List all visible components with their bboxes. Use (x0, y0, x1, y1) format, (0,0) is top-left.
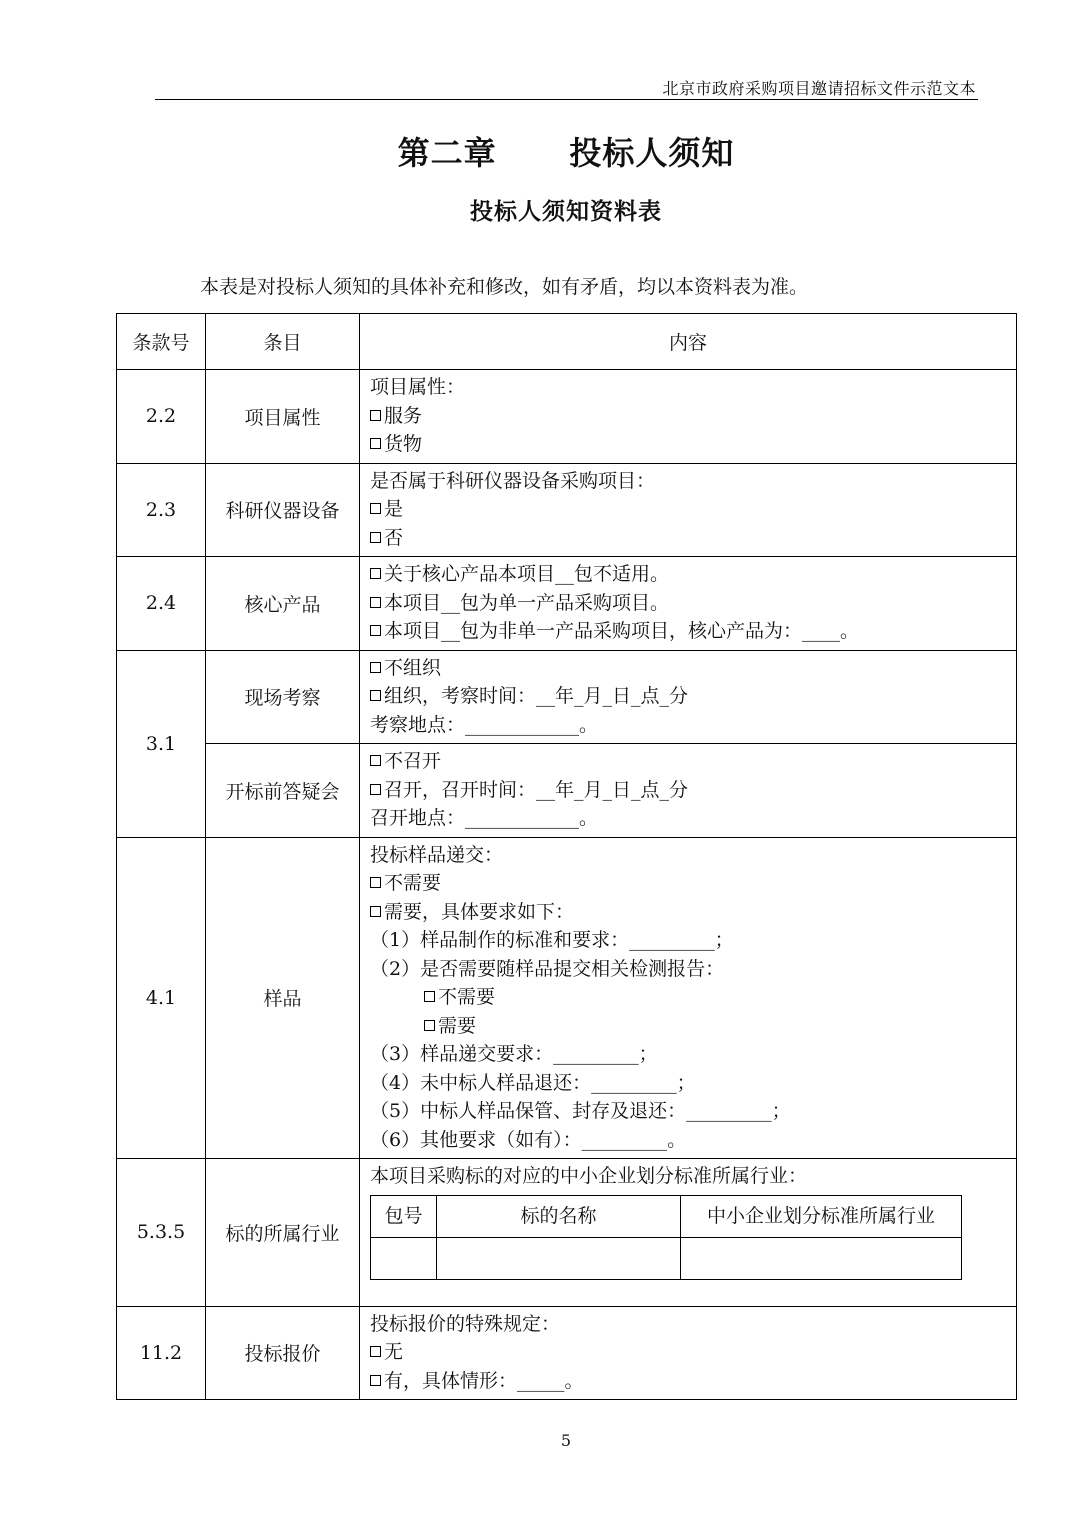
content-line: （6）其他要求（如有）：_________。 (370, 1128, 687, 1151)
content-line: 召开地点：____________。 (370, 807, 599, 829)
checkbox-icon[interactable] (424, 1020, 435, 1031)
checkbox-option[interactable] (370, 495, 1016, 524)
checkbox-icon[interactable] (370, 690, 381, 701)
inner-header-industry: 中小企业划分标准所属行业 (681, 1195, 962, 1237)
inner-header-row (371, 1195, 962, 1237)
option-label: 不召开 (384, 750, 442, 772)
page-number: 5 (560, 1431, 572, 1450)
content-line: 本项目采购标的对应的中小企业划分标准所属行业： (370, 1165, 808, 1187)
table-header-row (117, 314, 1017, 370)
table-row (117, 463, 1017, 557)
header-item: 条目 (206, 314, 360, 370)
checkbox-option[interactable] (370, 589, 1016, 618)
option-label: 货物 (384, 433, 423, 455)
option-label: 不需要 (384, 872, 442, 894)
clause-number: 2.4 (117, 557, 206, 651)
checkbox-option[interactable] (370, 747, 1016, 776)
inner-empty-row (371, 1237, 962, 1279)
clause-number: 3.1 (117, 650, 206, 837)
content-cell (360, 1159, 1017, 1307)
content-line: （1）样品制作的标准和要求：_________； (370, 929, 734, 951)
item-name: 样品 (206, 837, 360, 1159)
content-line: （3）样品递交要求：_________； (370, 1043, 658, 1065)
content-line: 项目属性： (370, 376, 466, 398)
option-label: 组织，考察时间：__年_月_日_点_分 (384, 685, 689, 707)
content-line: （2）是否需要随样品提交相关检测报告： (370, 957, 725, 980)
option-label: 服务 (384, 404, 423, 427)
content-cell (360, 650, 1017, 744)
checkbox-option[interactable] (370, 776, 1016, 805)
inner-cell-subject[interactable] (437, 1237, 681, 1279)
item-name: 投标报价 (206, 1306, 360, 1400)
checkbox-icon[interactable] (424, 991, 435, 1002)
checkbox-icon[interactable] (370, 877, 381, 888)
clause-number: 5.3.5 (117, 1159, 206, 1307)
checkbox-icon[interactable] (370, 597, 381, 608)
table-row (117, 370, 1017, 464)
table-row (117, 1159, 1017, 1307)
content-cell (360, 463, 1017, 557)
option-label: 关于核心产品本项目__包不适用。 (384, 563, 670, 585)
content-cell (360, 1306, 1017, 1400)
item-name: 标的所属行业 (206, 1159, 360, 1307)
inner-cell-package[interactable] (371, 1237, 437, 1279)
checkbox-icon[interactable] (370, 755, 381, 766)
option-label: 召开，召开时间：__年_月_日_点_分 (384, 778, 689, 801)
checkbox-icon[interactable] (370, 410, 381, 421)
table-row (117, 837, 1017, 1159)
checkbox-option[interactable] (370, 524, 1016, 553)
intro-text: 本表是对投标人须知的具体补充和修改，如有矛盾，均以本资料表为准。 (200, 276, 809, 298)
running-header: 北京市政府采购项目邀请招标文件示范文本 (662, 79, 976, 98)
checkbox-icon[interactable] (370, 906, 381, 917)
chapter-title: 第二章 投标人须知 (397, 134, 735, 172)
clause-number: 2.2 (117, 370, 206, 464)
checkbox-icon[interactable] (370, 503, 381, 514)
inner-cell-industry[interactable] (681, 1237, 962, 1279)
table-title: 投标人须知资料表 (470, 198, 662, 225)
option-label: 本项目__包为单一产品采购项目。 (384, 591, 670, 614)
industry-table (370, 1195, 962, 1280)
checkbox-option[interactable] (370, 869, 1016, 898)
header-clause: 条款号 (117, 314, 206, 370)
checkbox-option[interactable] (370, 1338, 1016, 1367)
item-name: 科研仪器设备 (206, 463, 360, 557)
item-name: 现场考察 (206, 650, 360, 744)
option-label: 不需要 (438, 986, 496, 1008)
checkbox-option[interactable] (370, 682, 1016, 711)
content-cell (360, 744, 1017, 838)
checkbox-icon[interactable] (370, 568, 381, 579)
clause-number: 4.1 (117, 837, 206, 1159)
checkbox-option[interactable] (370, 654, 1016, 683)
content-line: 投标报价的特殊规定： (370, 1312, 561, 1335)
inner-header-package: 包号 (371, 1195, 437, 1237)
table-row (117, 650, 1017, 744)
table-row (117, 557, 1017, 651)
inner-header-subject: 标的名称 (437, 1195, 681, 1237)
option-label: 需要，具体要求如下： (384, 900, 575, 923)
option-label: 需要 (438, 1014, 477, 1037)
table-row (117, 744, 1017, 838)
checkbox-option[interactable] (370, 617, 1016, 646)
content-line: （5）中标人样品保管、封存及退还：_________； (370, 1100, 791, 1122)
option-label: 本项目__包为非单一产品采购项目，核心产品为：____。 (384, 620, 860, 642)
clause-number: 11.2 (117, 1306, 206, 1400)
item-name: 项目属性 (206, 370, 360, 464)
item-name: 核心产品 (206, 557, 360, 651)
checkbox-option[interactable] (370, 898, 1016, 927)
bidder-instructions-table (116, 313, 1017, 1400)
checkbox-icon[interactable] (370, 532, 381, 543)
checkbox-option[interactable] (370, 402, 1016, 431)
checkbox-option[interactable] (370, 1367, 1016, 1396)
content-cell (360, 370, 1017, 464)
option-label: 是 (384, 498, 404, 520)
content-line: （4）未中标人样品退还：_________； (370, 1071, 696, 1094)
option-label: 否 (384, 526, 404, 549)
content-cell (360, 557, 1017, 651)
checkbox-option[interactable] (370, 1012, 1016, 1041)
checkbox-icon[interactable] (370, 1346, 381, 1357)
table-row (117, 1306, 1017, 1400)
header-content: 内容 (360, 314, 1017, 370)
header-rule (155, 99, 978, 100)
checkbox-icon[interactable] (370, 784, 381, 795)
checkbox-option[interactable] (370, 560, 1016, 589)
item-name: 开标前答疑会 (206, 744, 360, 838)
option-label: 不组织 (384, 656, 442, 679)
clause-number: 2.3 (117, 463, 206, 557)
checkbox-icon[interactable] (370, 438, 381, 449)
content-cell (360, 837, 1017, 1159)
checkbox-icon[interactable] (370, 625, 381, 636)
content-line: 是否属于科研仪器设备采购项目： (370, 469, 656, 492)
checkbox-icon[interactable] (370, 662, 381, 673)
content-line: 考察地点：____________。 (370, 713, 599, 736)
checkbox-option[interactable] (370, 983, 1016, 1012)
option-label: 有，具体情形：_____。 (384, 1369, 584, 1392)
option-label: 无 (384, 1341, 404, 1363)
checkbox-icon[interactable] (370, 1375, 381, 1386)
content-line: 投标样品递交： (370, 843, 504, 866)
checkbox-option[interactable] (370, 430, 1016, 459)
